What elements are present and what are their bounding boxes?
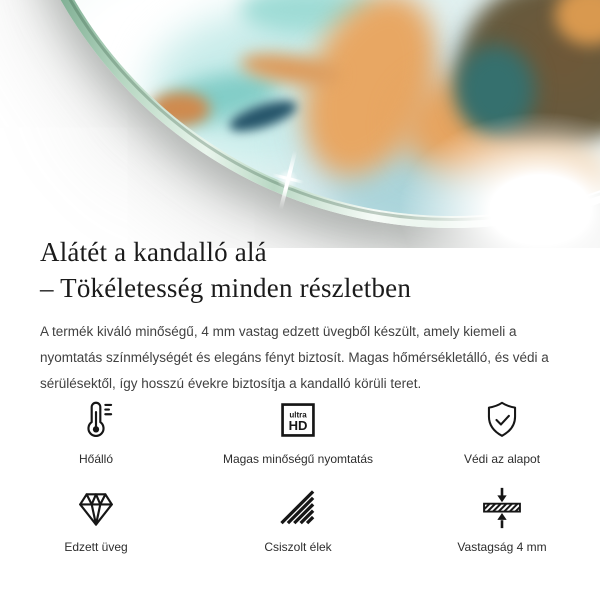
- title-line-1: Alátét a kandalló alá: [40, 237, 267, 267]
- ultra-hd-icon-text-top: ultra: [289, 410, 307, 420]
- thermometer-icon: [73, 394, 119, 446]
- feature-protects-base: [464, 394, 540, 466]
- feature-heat-resistant: [73, 394, 119, 466]
- ultra-hd-icon: [279, 394, 317, 446]
- thickness-4mm-icon: [479, 482, 525, 534]
- ultra-hd-icon-text-bottom: HD: [288, 418, 308, 434]
- diamond-icon: [73, 482, 119, 534]
- feature-label: Vastagság 4 mm: [457, 540, 547, 554]
- feature-label: Hőálló: [78, 452, 114, 466]
- feature-label: Csiszolt élek: [264, 540, 332, 554]
- feature-label: Védi az alapot: [463, 452, 541, 466]
- feature-label: Magas minőségű nyomtatás: [222, 452, 374, 466]
- page-title: [40, 234, 562, 306]
- feature-label: Edzett üveg: [64, 540, 128, 554]
- white-fade-overlay: [330, 50, 600, 248]
- feature-tempered-glass: [64, 482, 127, 554]
- polished-edges-icon: [276, 482, 320, 534]
- shield-check-icon: [480, 394, 524, 446]
- feature-thickness-4mm: [457, 482, 546, 554]
- product-photo: [0, 0, 600, 248]
- product-description: A termék kiváló minőségű, 4 mm vastag edzett üvegből készült, amely kiemeli a nyomtatás színmélységét és elegáns fényt biztosít. Magas hőmérsékletálló, és védi a sérülésektől, így hosszú évekre biztosítja a kandalló körüli teret.: [40, 324, 549, 391]
- sparkle-highlight-icon: [266, 150, 310, 210]
- content-block: [40, 234, 562, 397]
- feature-ultra-hd-print: [223, 394, 373, 466]
- feature-grid: [0, 394, 600, 554]
- feature-polished-edges: [264, 482, 331, 554]
- title-line-2: – Tökéletesség minden részletben: [40, 273, 412, 303]
